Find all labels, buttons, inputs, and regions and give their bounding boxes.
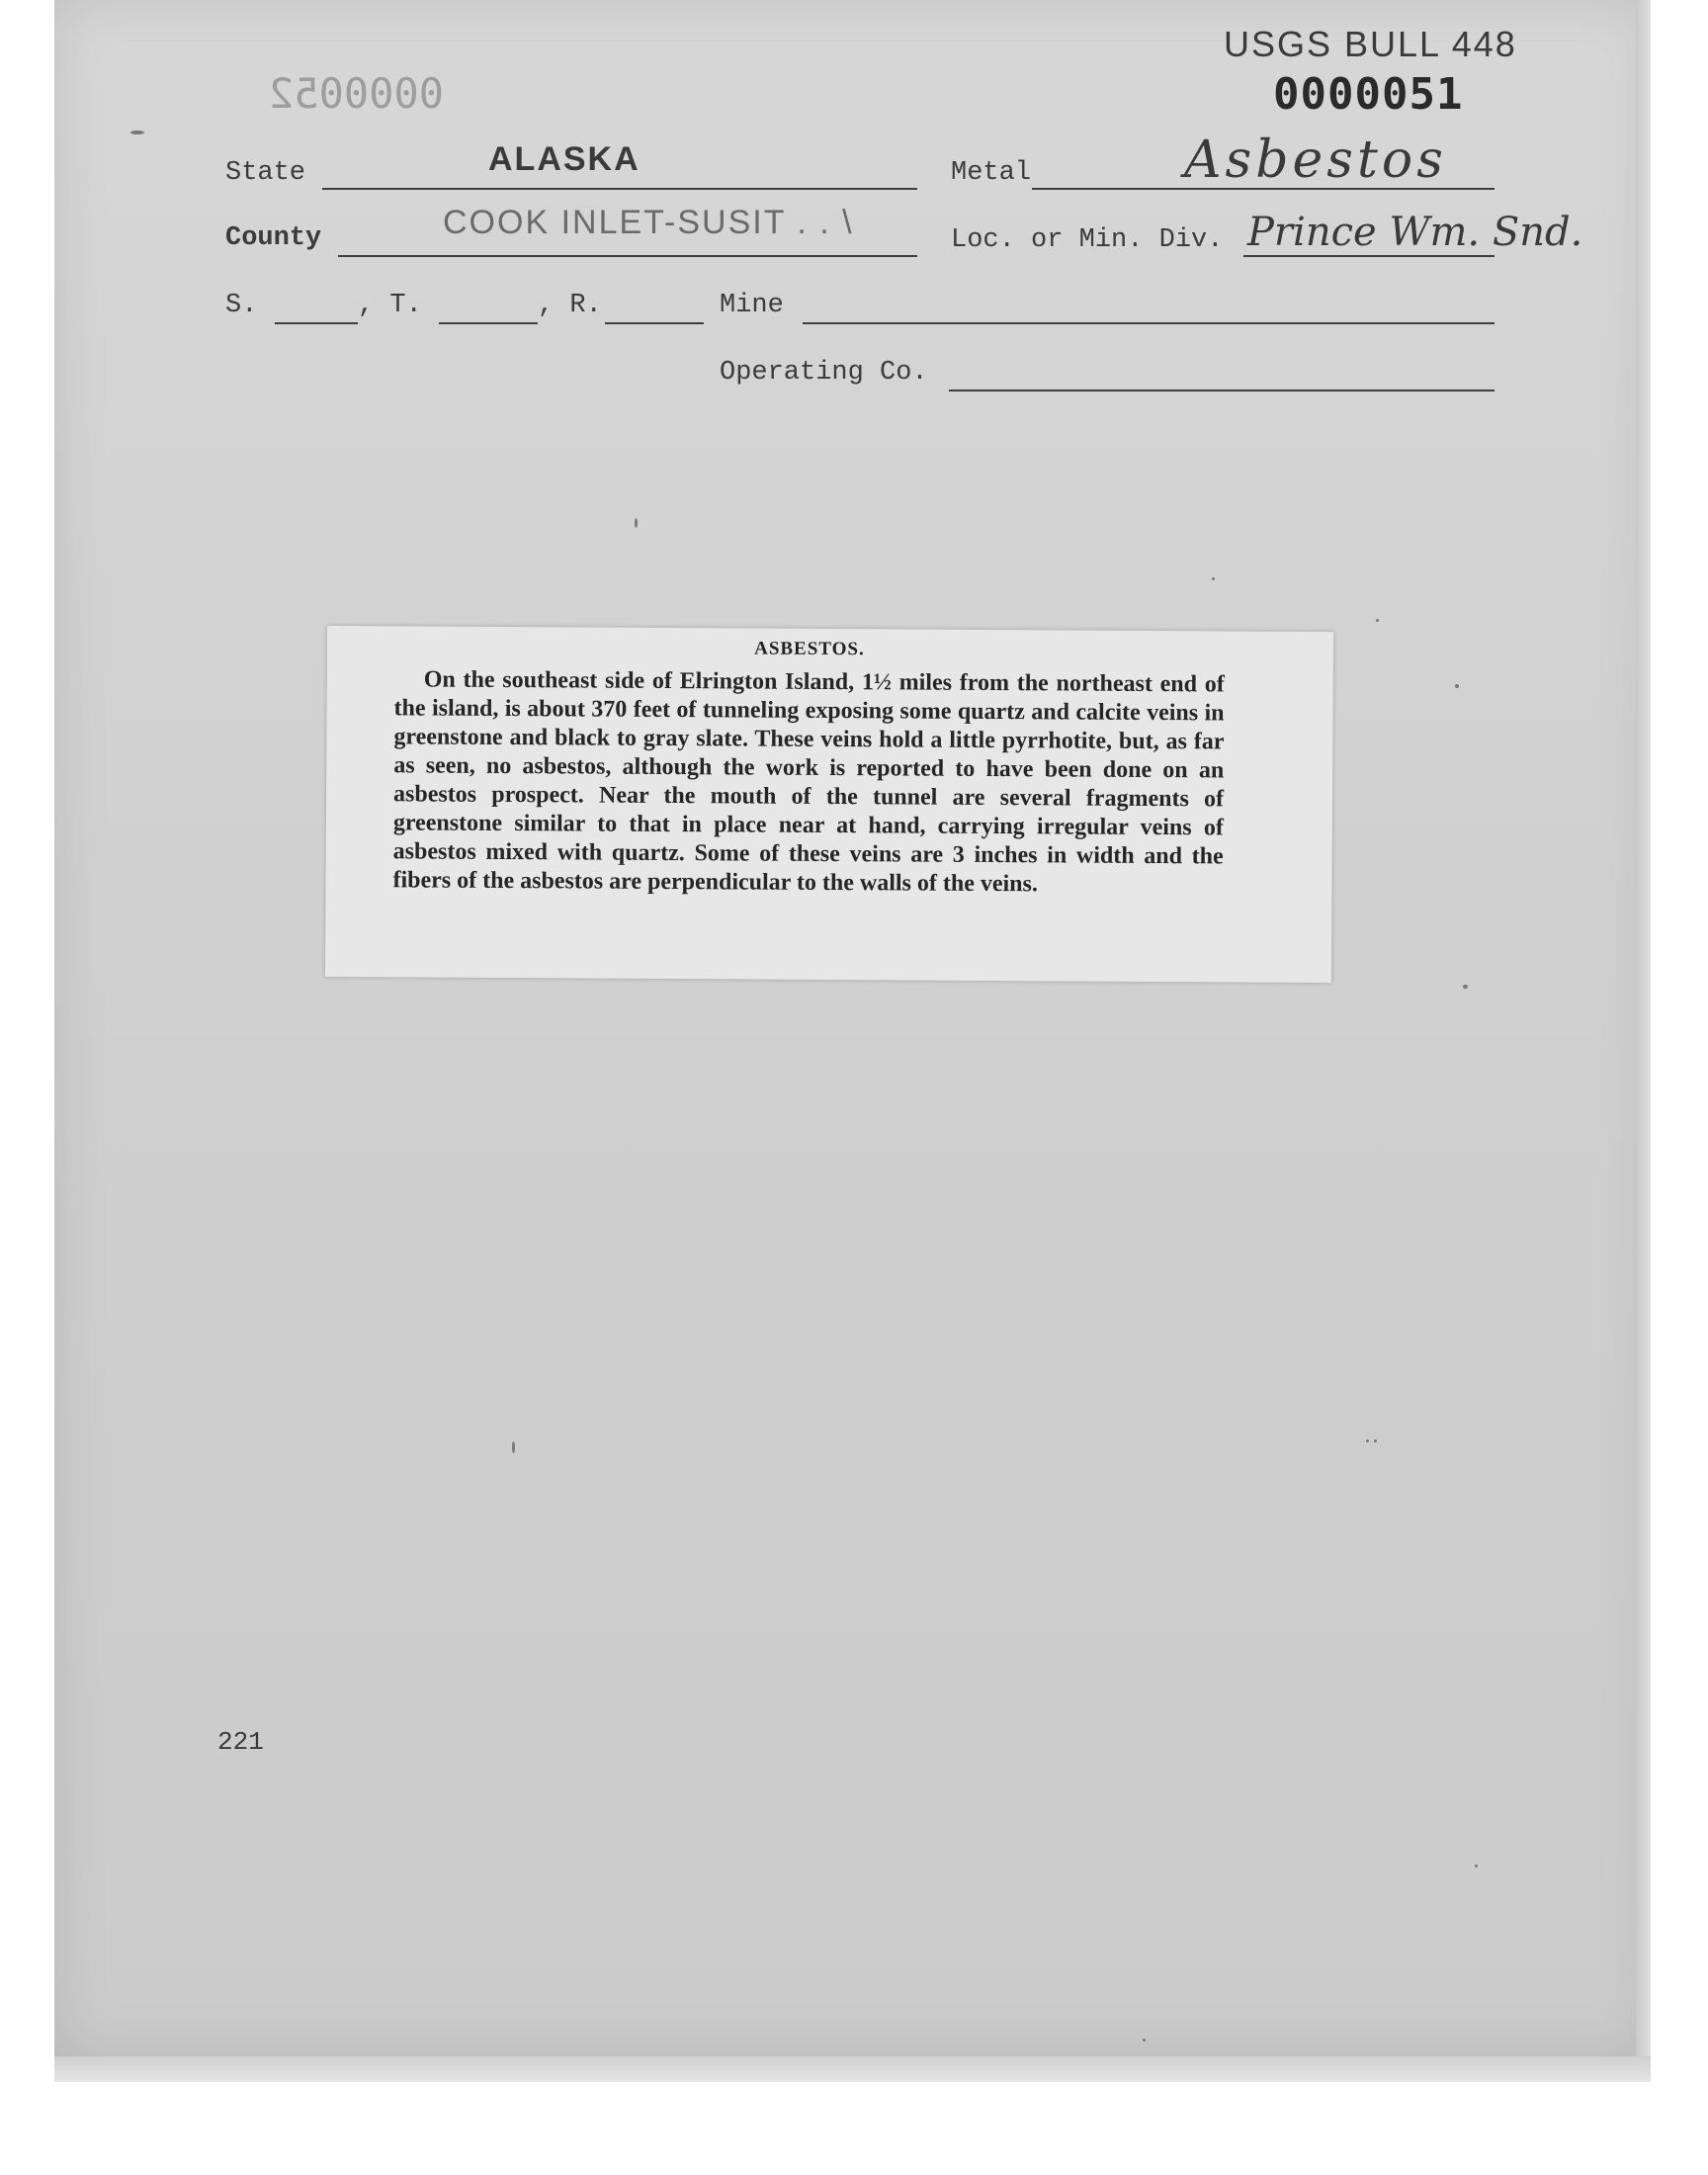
section-label: S.	[225, 291, 258, 320]
scan-speck	[130, 130, 144, 134]
metal-label: Metal	[951, 158, 1032, 188]
range-label: , R.	[538, 291, 602, 320]
operating-co-line	[949, 390, 1494, 392]
mine-label: Mine	[720, 291, 784, 320]
operating-co-label: Operating Co.	[720, 358, 928, 388]
scan-speck	[512, 1441, 515, 1453]
state-line	[322, 188, 917, 190]
county-value: COOK INLET-SUSIT . . \	[443, 204, 854, 241]
range-line	[605, 322, 704, 324]
page-number: 221	[217, 1727, 264, 1757]
scan-speck	[635, 518, 638, 528]
bleed-through-number: 0000052	[269, 69, 445, 118]
clipping-text: On the southeast side of Elrington Island, 1½ miles from the northeast end of the island, is about 370 feet of tunneling exposing some quartz and calcite veins in greenstone and black to gray slate. These veins hold a little pyrrhotite, but, as far as seen, no asbestos, although the work is reported to have been done on an asbestos prospect. Near the mouth of the tunnel are several fragments of greenstone similar to that in place near at hand, carrying irregular veins of asbestos mixed with quartz. Some of these veins are 3 inches in width and the fibers of the asbestos are perpendicular to the walls of the veins.	[392, 666, 1225, 898]
county-line	[338, 255, 917, 257]
township-line	[439, 322, 538, 324]
state-label: State	[225, 158, 306, 188]
section-line	[275, 322, 358, 324]
scan-speck	[1212, 577, 1215, 580]
clipping-heading: ASBESTOS.	[754, 638, 865, 660]
scan-speck	[1463, 985, 1468, 989]
sheet-edge	[54, 2056, 1651, 2082]
series-stamp: USGS BULL 448	[1224, 24, 1517, 64]
loc-line	[1243, 255, 1494, 257]
sheet-edge	[1636, 0, 1651, 2076]
document-sheet	[54, 0, 1651, 2056]
loc-label: Loc. or Min. Div.	[951, 225, 1224, 255]
township-label: , T.	[358, 291, 422, 320]
scan-speck	[1376, 619, 1379, 622]
scan-speck	[1143, 2039, 1146, 2042]
loc-value: Prince Wm. Snd.	[1247, 210, 1583, 255]
document-number-stamp: 0000051	[1273, 69, 1464, 120]
scan-speck	[1366, 1439, 1369, 1442]
metal-value: Asbestos	[1184, 130, 1447, 190]
scan-speck	[1374, 1439, 1377, 1442]
mine-line	[803, 322, 1494, 324]
state-value: ALASKA	[488, 140, 640, 178]
scan-speck	[1455, 684, 1459, 688]
pasted-clipping	[325, 626, 1333, 983]
county-label: County	[225, 223, 322, 253]
scan-speck	[1475, 1865, 1478, 1868]
